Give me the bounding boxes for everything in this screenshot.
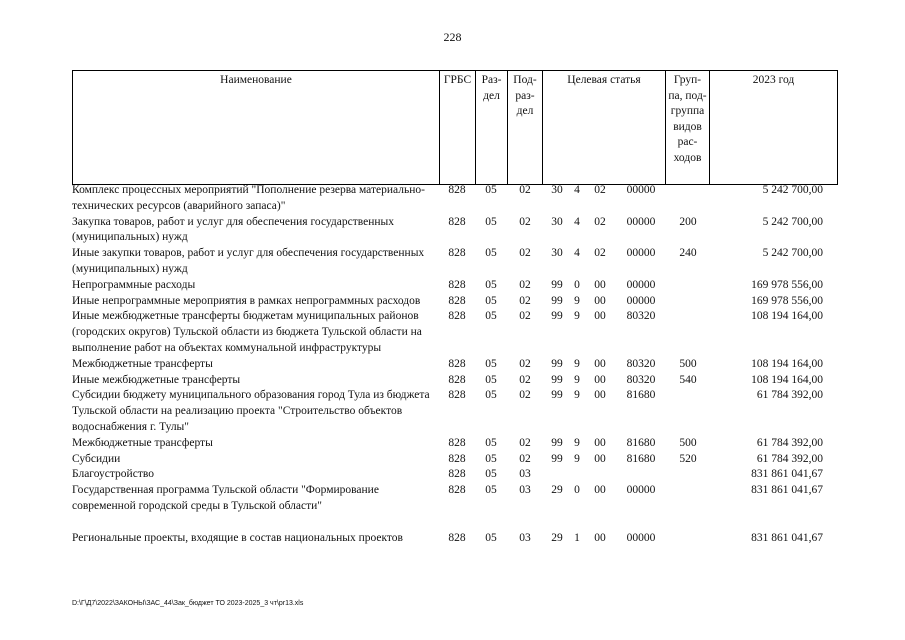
row-podrazdel: 02	[519, 310, 531, 323]
row-cel-1: 99	[551, 389, 563, 402]
row-cel-1: 30	[551, 247, 563, 260]
row-amount: 61 784 392,00	[756, 389, 823, 402]
row-razdel: 05	[485, 436, 497, 449]
row-podrazdel: 03	[519, 531, 531, 544]
row-podrazdel: 02	[519, 452, 531, 465]
table-row	[72, 373, 838, 389]
row-cel-1: 99	[551, 357, 563, 370]
row-name: Иные закупки товаров, работ и услуг для обеспечения государственных (муниципальных) нужд	[72, 247, 425, 275]
row-razdel: 05	[485, 389, 497, 402]
row-amount: 5 242 700,00	[762, 247, 823, 260]
table-row	[72, 483, 838, 515]
row-name: Субсидии бюджету муниципального образования город Тула из бюджета Тульской области на реализацию проекта "Строительство объектов водоснабжения г. Тулы"	[72, 389, 430, 433]
row-razdel: 05	[485, 278, 497, 291]
row-cel-3: 02	[594, 215, 606, 228]
table-row	[72, 467, 838, 483]
row-razdel: 05	[485, 184, 497, 196]
row-amount: 5 242 700,00	[762, 184, 823, 196]
row-name: Межбюджетные трансферты	[72, 436, 213, 449]
row-name: Межбюджетные трансферты	[72, 357, 213, 370]
row-grbs: 828	[448, 436, 466, 449]
header-year: 2023 год	[752, 74, 795, 86]
row-razdel: 05	[485, 215, 497, 228]
row-gruppa: 240	[679, 247, 697, 260]
row-razdel: 05	[485, 247, 497, 260]
row-amount: 108 194 164,00	[751, 310, 823, 323]
row-razdel: 05	[485, 484, 497, 497]
page-number: 228	[443, 30, 462, 44]
row-cel-2: 1	[574, 531, 580, 544]
row-cel-3: 00	[594, 484, 606, 497]
row-cel-4: 00000	[626, 184, 656, 196]
row-grbs: 828	[448, 452, 466, 465]
row-grbs: 828	[448, 468, 466, 481]
row-cel-3: 00	[594, 389, 606, 402]
table-row	[72, 531, 838, 547]
row-cel-4: 00000	[626, 215, 656, 228]
row-name: Закупка товаров, работ и услуг для обеспечения государственных (муниципальных) нужд	[72, 215, 395, 244]
row-amount: 5 242 700,00	[762, 215, 823, 228]
row-cel-3: 02	[594, 184, 606, 196]
row-gruppa: 520	[679, 452, 697, 465]
row-podrazdel: 03	[519, 484, 531, 497]
row-gruppa: 540	[679, 373, 697, 386]
row-cel-4: 80320	[626, 357, 656, 370]
row-cel-4: 00000	[626, 247, 656, 260]
row-cel-1: 29	[551, 531, 563, 544]
row-razdel: 05	[485, 294, 497, 307]
row-cel-2: 9	[574, 436, 580, 449]
row-cel-2: 4	[574, 215, 580, 228]
row-amount: 831 861 041,67	[751, 531, 823, 544]
row-name: Иные непрограммные мероприятия в рамках непрограммных расходов	[72, 294, 421, 307]
row-grbs: 828	[448, 310, 466, 323]
row-cel-4: 81680	[626, 452, 656, 465]
row-grbs: 828	[448, 215, 466, 228]
row-cel-4: 00000	[626, 531, 656, 544]
row-grbs: 828	[448, 294, 466, 307]
row-cel-3: 00	[594, 357, 606, 370]
row-cel-2: 9	[574, 452, 580, 465]
row-cel-4: 81680	[626, 389, 656, 402]
row-name: Региональные проекты, входящие в состав национальных проектов	[72, 531, 403, 544]
row-amount: 61 784 392,00	[756, 436, 823, 449]
file-path-footer: D:\Г\Д7\2022\ЗАКОНЫ\ЗАС_44\Зак_бюджет ТО 2023-2025_3 чт\pr13.xls	[72, 600, 304, 607]
row-razdel: 05	[485, 468, 497, 481]
row-gruppa: 200	[679, 215, 697, 228]
table-header	[72, 70, 838, 185]
row-cel-2: 9	[574, 357, 580, 370]
table-body	[72, 183, 838, 547]
table-row	[72, 215, 838, 247]
row-podrazdel: 02	[519, 184, 531, 196]
table-row	[72, 452, 838, 468]
table-row	[72, 309, 838, 356]
header-celevaya: Целевая статья	[543, 71, 666, 184]
row-cel-2: 9	[574, 294, 580, 307]
row-razdel: 05	[485, 357, 497, 370]
row-razdel: 05	[485, 452, 497, 465]
row-name: Государственная программа Тульской области "Формирование современной городской среды в Тульской области"	[72, 484, 379, 512]
row-cel-1: 29	[551, 484, 563, 497]
row-podrazdel: 02	[519, 389, 531, 402]
header-podrazdel: Под- раз- дел	[508, 71, 543, 184]
table-row	[72, 183, 838, 215]
row-cel-4: 00000	[626, 278, 656, 291]
row-amount: 61 784 392,00	[756, 452, 823, 465]
row-cel-2: 9	[574, 373, 580, 386]
header-gruppa: Груп- па, под- группа видов рас- ходов	[666, 71, 710, 184]
row-podrazdel: 02	[519, 357, 531, 370]
row-grbs: 828	[448, 531, 466, 544]
row-cel-3: 00	[594, 531, 606, 544]
row-cel-3: 00	[594, 373, 606, 386]
row-cel-3: 00	[594, 310, 606, 323]
row-gruppa: 500	[679, 436, 697, 449]
row-name: Субсидии	[72, 452, 121, 465]
table-row	[72, 388, 838, 435]
row-amount: 169 978 556,00	[751, 278, 823, 291]
header-grbs: ГРБС	[440, 71, 476, 184]
header-name: Наименование	[73, 71, 440, 184]
row-podrazdel: 03	[519, 468, 531, 481]
row-cel-4: 00000	[626, 484, 656, 497]
row-amount: 108 194 164,00	[751, 357, 823, 370]
row-name: Непрограммные расходы	[72, 278, 196, 291]
row-name: Иные межбюджетные трансферты	[72, 373, 241, 386]
row-cel-1: 99	[551, 310, 563, 323]
row-grbs: 828	[448, 484, 466, 497]
row-podrazdel: 02	[519, 436, 531, 449]
row-cel-2: 0	[574, 484, 580, 497]
row-podrazdel: 02	[519, 215, 531, 228]
row-grbs: 828	[448, 278, 466, 291]
table-row	[72, 294, 838, 310]
row-podrazdel: 02	[519, 247, 531, 260]
row-cel-3: 00	[594, 452, 606, 465]
row-grbs: 828	[448, 373, 466, 386]
row-gruppa: 500	[679, 357, 697, 370]
row-cel-1: 99	[551, 294, 563, 307]
row-name: Иные межбюджетные трансферты бюджетам муниципальных районов (городских округов) Тульской области из бюджета Тульской области на выполнение работ на объектах коммунальной инфраструктуры	[72, 310, 422, 354]
row-cel-1: 99	[551, 278, 563, 291]
row-name: Благоустройство	[72, 468, 154, 481]
row-cel-4: 80320	[626, 373, 656, 386]
table-row	[72, 436, 838, 452]
row-cel-1: 99	[551, 452, 563, 465]
table-row	[72, 357, 838, 373]
row-razdel: 05	[485, 373, 497, 386]
row-grbs: 828	[448, 247, 466, 260]
row-cel-3: 02	[594, 247, 606, 260]
row-grbs: 828	[448, 184, 466, 196]
row-podrazdel: 02	[519, 294, 531, 307]
row-name: Комплекс процессных мероприятий "Пополнение резерва материально-технических ресурсов (аварийного запаса)"	[72, 184, 425, 212]
row-cel-1: 99	[551, 436, 563, 449]
row-cel-2: 0	[574, 278, 580, 291]
row-razdel: 05	[485, 310, 497, 323]
row-cel-2: 4	[574, 247, 580, 260]
row-cel-1: 30	[551, 215, 563, 228]
row-amount: 169 978 556,00	[751, 294, 823, 307]
row-podrazdel: 02	[519, 373, 531, 386]
table-row	[72, 246, 838, 278]
row-cel-3: 00	[594, 278, 606, 291]
row-podrazdel: 02	[519, 278, 531, 291]
row-razdel: 05	[485, 531, 497, 544]
row-cel-2: 9	[574, 310, 580, 323]
row-cel-2: 4	[574, 184, 580, 196]
row-cel-4: 81680	[626, 436, 656, 449]
row-cel-1: 30	[551, 184, 563, 196]
row-cel-3: 00	[594, 436, 606, 449]
row-cel-1: 99	[551, 373, 563, 386]
row-grbs: 828	[448, 389, 466, 402]
row-cel-3: 00	[594, 294, 606, 307]
row-cel-2: 9	[574, 389, 580, 402]
table-row	[72, 278, 838, 294]
row-grbs: 828	[448, 357, 466, 370]
row-cel-4: 80320	[626, 310, 656, 323]
row-amount: 831 861 041,67	[751, 484, 823, 497]
row-cel-4: 00000	[626, 294, 656, 307]
row-amount: 831 861 041,67	[751, 468, 823, 481]
row-amount: 108 194 164,00	[751, 373, 823, 386]
header-razdel: Раз- дел	[476, 71, 508, 184]
